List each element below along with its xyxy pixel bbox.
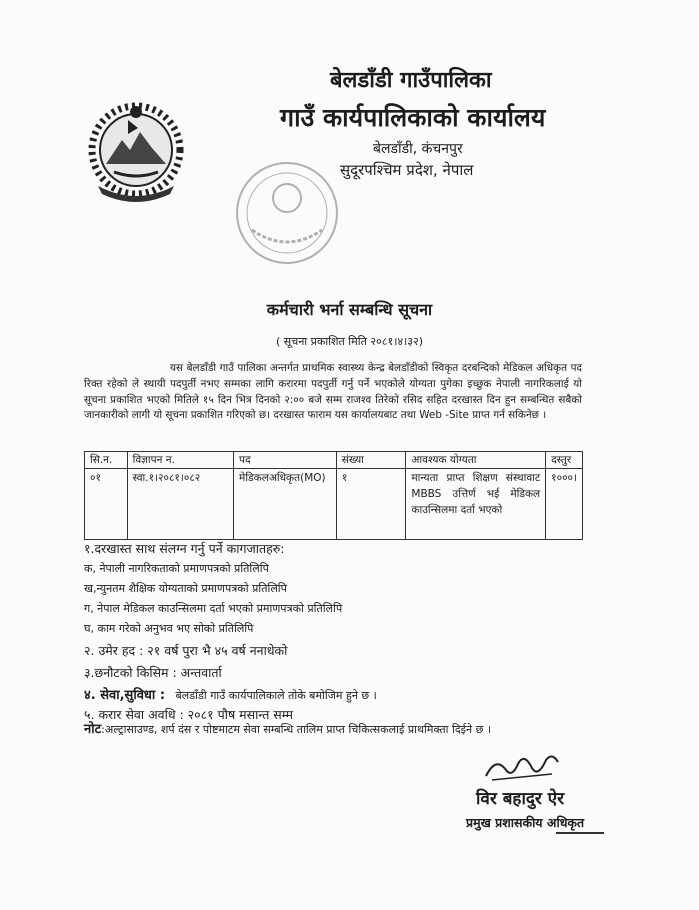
contract-term: ५. करार सेवा अवधि : २०८१ पौष मसान्त सम्म (84, 707, 293, 722)
nepal-government-emblem-icon (78, 90, 194, 206)
office-name: गाउँ कार्यपालिकाको कार्यालय (280, 103, 546, 132)
facility-line (84, 685, 377, 703)
cell-count: १ (336, 469, 406, 540)
signatory-title: प्रमुख प्रशासकीय अधिकृत (466, 815, 585, 830)
documents-heading: १.दरखास्त साथ संलग्न गर्नु पर्ने कागजातहरु: (84, 541, 285, 556)
facility-text: बेलडाँडी गाउँ कार्यपालिकाले तोके बमोजिम हुने छ । (175, 689, 377, 702)
header-serial: सि.न. (85, 452, 128, 469)
header-count: संख्या (336, 452, 406, 469)
age-limit: २. उमेर हद : २१ वर्ष पुरा भै ४५ वर्ष ननाधेको (84, 643, 288, 658)
document-item: ख,न्युनतम शैक्षिक योग्यताको प्रमाणपत्रको प्रतिलिपि (84, 582, 287, 595)
cell-qualification: मान्यता प्राप्त शिक्षण संस्थावाट MBBS उत्तिर्ण भई मेडिकल काउन्सिलमा दर्ता भएको (406, 469, 546, 540)
notice-body: यस बेलडाँडी गाउँ पालिका अन्तर्गत प्राथमिक स्वास्थ्य केन्द्र बेलडाँडीको स्विकृत दरबन्दिको मेडिकल अधिकृत पद रिक्त रहेको ले स्थायी पदपुर्ती नभए सम्मका लागि करारमा पदपुर्ती गर्नु पर्ने भएकोले योग्यता पुगेका इच्छुक नेपाली नागरिकलाई यो सूचना प्रकाशित भएको मितिले १५ दिन भित्र दिनको २:०० बजे सम्म राजश्व तिरेको रसिद सहित दरखास्त दिन हुन सम्बन्धित सबैको जानकारीको लागी यो सूचना प्रकाशित गरिएको छ। दरखास्त फाराम यस कार्यालयबाट तथा Web -Site प्राप्त गर्न सकिनेछ । (84, 362, 582, 422)
note-line (84, 719, 491, 737)
office-address: बेलडाँडी, कंचनपुर (373, 141, 463, 157)
table-header-row (85, 452, 583, 469)
cell-serial: ०१ (85, 469, 128, 540)
document-item: घ, काम गरेको अनुभव भए सोको प्रतिलिपि (84, 622, 254, 635)
table-row (85, 469, 583, 540)
cell-ad-number: स्वा.१।२०८१।०८२ (127, 469, 233, 540)
header-ad-number: विज्ञापन न. (127, 452, 233, 469)
header-post: पद (234, 452, 337, 469)
municipality-name: बेलडाँडी गाउँपालिका (330, 68, 492, 93)
signatory-name: विर बहादुर ऐर (476, 789, 565, 809)
publish-date: ( सूचना प्रकाशित मिति २०८१।४।३२) (275, 335, 424, 348)
document-item: क, नेपाली नागरिकताको प्रमाणपत्रको प्रतिलिपि (84, 562, 269, 575)
signature-scribble-icon (482, 748, 562, 784)
office-round-stamp-icon (232, 158, 342, 268)
note-label: नोट (84, 722, 102, 737)
vacancy-table (84, 451, 583, 540)
selection-method: ३.छनौटको किसिम : अन्तवार्ता (84, 665, 222, 680)
header-qualification: आवश्यक योग्यता (406, 452, 546, 469)
facility-label: ४. सेवा,सुविधा : (84, 688, 166, 703)
document-item: ग, नेपाल मेडिकल काउन्सिलमा दर्ता भएको प्रमाणपत्रको प्रतिलिपि (84, 602, 343, 615)
cell-fee: १०००। (546, 469, 583, 540)
note-text: :अल्ट्रासाउण्ड, शर्प दंस र पोष्टमाटम सेवा सम्बन्धि तालिम प्राप्त चिकित्सकलाई प्राथमिक्ता दिईने छ । (101, 723, 492, 736)
signature-underline (556, 832, 604, 834)
notice-title: कर्मचारी भर्ना सम्बन्धि सूचना (266, 300, 433, 319)
office-province: सुदूरपश्चिम प्रदेश, नेपाल (340, 161, 474, 179)
header-fee: दस्तुर (546, 452, 583, 469)
cell-post: मेडिकलअधिकृत(MO) (234, 469, 337, 540)
